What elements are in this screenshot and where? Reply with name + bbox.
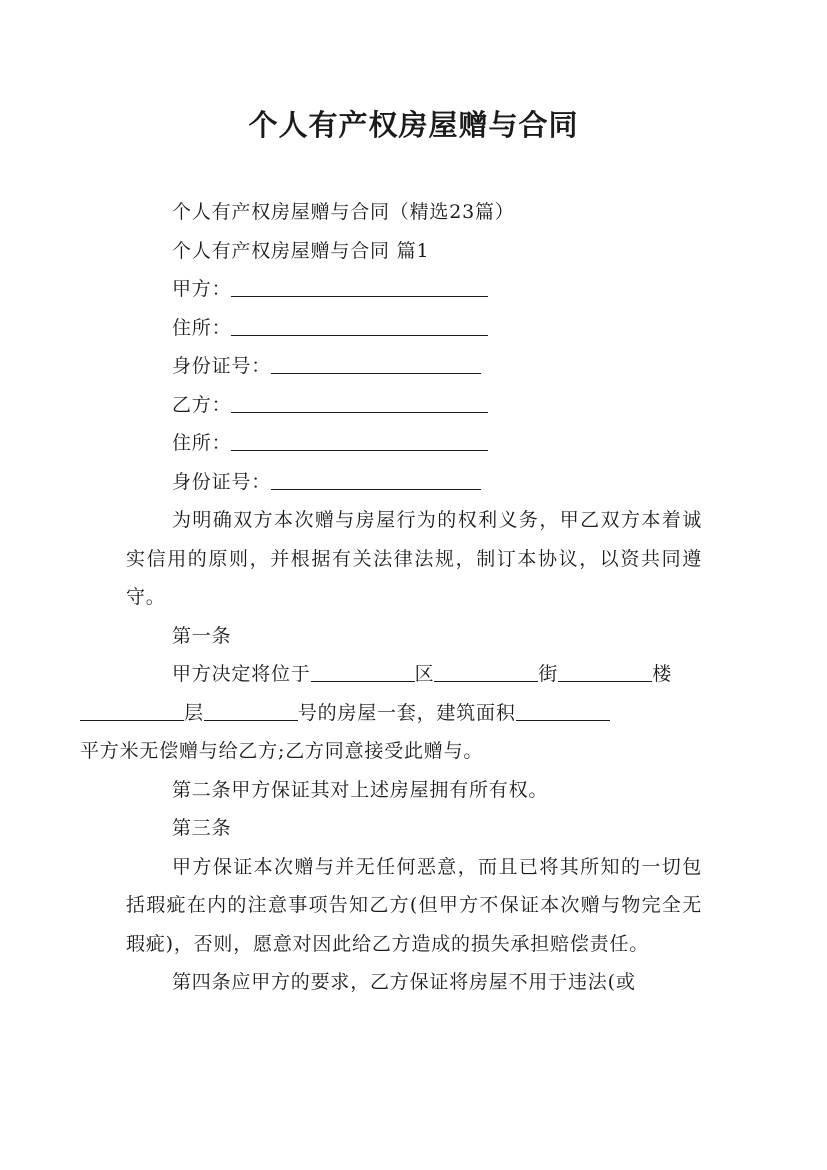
- party-a-id-label: 身份证号：: [172, 355, 272, 377]
- party-b-id-row: [172, 463, 702, 502]
- number-blank: [204, 701, 298, 721]
- party-b-address-label: 住所：: [172, 432, 232, 454]
- party-a-address-blank: [231, 316, 488, 336]
- party-b-address-row: [172, 424, 702, 463]
- floor-blank: [80, 701, 184, 721]
- floor-label: 层: [184, 701, 204, 724]
- district-label: 区: [414, 663, 435, 685]
- party-a-address-label: 住所：: [172, 316, 232, 339]
- party-a-name-row: [172, 270, 702, 309]
- building-label: 楼: [652, 663, 673, 685]
- street-label: 街: [538, 663, 559, 685]
- document-title: 个人有产权房屋赠与合同: [248, 108, 579, 142]
- party-b-name-blank: [231, 393, 488, 413]
- party-b-id-blank: [271, 470, 481, 490]
- party-a-id-blank: [271, 354, 481, 374]
- article-1-paragraph: [80, 655, 702, 771]
- party-a-name-blank: [231, 277, 488, 297]
- area-blank: [516, 701, 610, 721]
- party-b-id-label: 身份证号：: [172, 470, 272, 493]
- party-a-id-row: [172, 347, 702, 386]
- article-1-location-text: 甲方决定将位于: [172, 663, 311, 685]
- district-blank: [311, 662, 415, 682]
- party-b-name-label: 乙方：: [172, 393, 232, 416]
- document-subtitle: 个人有产权房屋赠与合同（精选23篇）: [172, 201, 515, 223]
- street-blank: [434, 662, 538, 682]
- article-1-heading: 第一条: [172, 624, 232, 647]
- article-3-heading: 第三条: [172, 817, 232, 839]
- number-text: 号的房屋一套，建筑面积: [297, 701, 516, 724]
- article-4-paragraph: 第四条应甲方的要求，乙方保证将房屋不用于违法(或: [172, 971, 636, 993]
- preamble-paragraph: 为明确双方本次赠与房屋行为的权利义务，甲乙双方本着诚实信用的原则，并根据有关法律法规，制订本协议，以资共同遵守。: [126, 509, 702, 608]
- building-blank: [558, 662, 652, 682]
- document-body: [80, 193, 702, 1002]
- article-3-paragraph: 甲方保证本次赠与并无任何恶意，而且已将其所知的一切包括瑕疵在内的注意事项告知乙方(但甲方不保证本次赠与物完全无瑕疵)，否则，愿意对因此给乙方造成的损失承担赔偿责任。: [126, 855, 702, 955]
- article-1-ending-text: 平方米无偿赠与给乙方;乙方同意接受此赠与。: [80, 740, 484, 762]
- party-b-name-row: [172, 386, 702, 425]
- article-2-paragraph: 第二条甲方保证其对上述房屋拥有所有权。: [172, 778, 549, 801]
- party-a-name-label: 甲方：: [172, 278, 232, 300]
- section-heading: 个人有产权房屋赠与合同 篇1: [172, 239, 430, 262]
- party-a-address-row: [172, 309, 702, 348]
- party-b-address-blank: [231, 431, 488, 451]
